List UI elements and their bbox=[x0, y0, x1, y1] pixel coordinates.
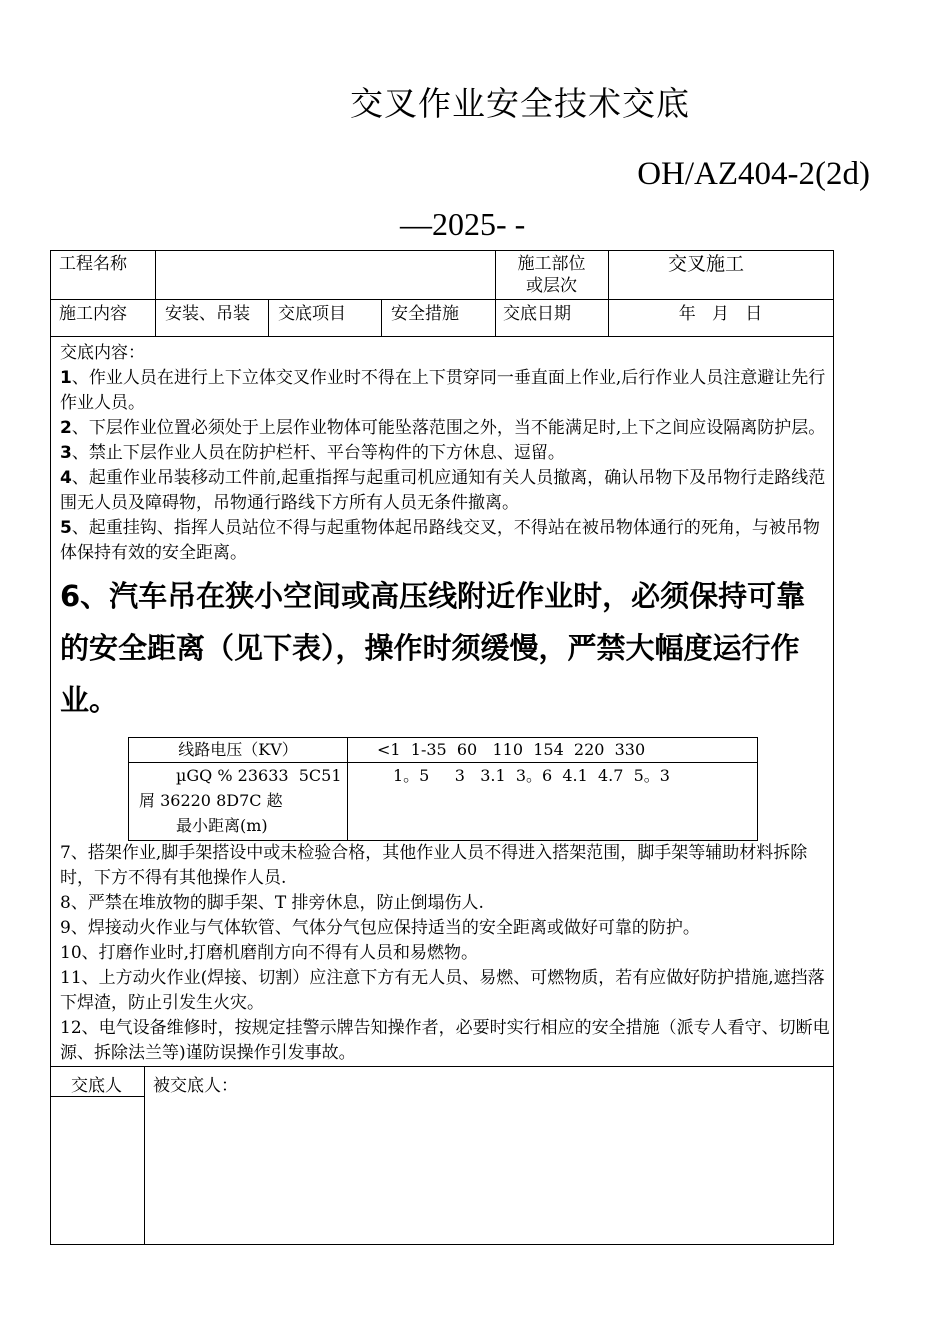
item-4 bbox=[60, 466, 830, 516]
item-3-text: 、禁止下层作业人员在防护栏杆、平台等构件的下方休息、逗留。 bbox=[71, 443, 565, 463]
content-value: 安装、吊装 bbox=[165, 304, 250, 324]
item-12: 12、电气设备维修时，按规定挂警示牌告知操作者，必要时实行相应的安全措施（派专人看守、切断电源、拆除法兰等)谨防误操作引发事故。 bbox=[60, 1018, 830, 1063]
document-title: 交叉作业安全技术交底 bbox=[350, 84, 690, 123]
discloser-label: 交底人 bbox=[71, 1076, 122, 1096]
date-value: 年 月 日 bbox=[678, 304, 763, 324]
project-name-label: 工程名称 bbox=[59, 254, 127, 274]
item-6: 6、汽车吊在狭小空间或高压线附近作业时，必须保持可靠的安全距离（见下表），操作时须缓慢，严禁大幅度运行作业。 bbox=[60, 579, 806, 717]
vtable-row-divider bbox=[129, 762, 757, 763]
header-divider-2 bbox=[51, 336, 833, 337]
item-label: 交底项目 bbox=[278, 304, 346, 324]
recipient-label: 被交底人： bbox=[153, 1076, 238, 1096]
document-code: OH/AZ404-2(2d) bbox=[637, 156, 870, 192]
header-vline-4 bbox=[268, 299, 269, 336]
distance-label-line2: 屑 36220 8D7C 趑 bbox=[139, 791, 283, 810]
item-2-num: 2 bbox=[60, 418, 72, 438]
disclosure-content bbox=[60, 341, 830, 726]
item-2-text: 、下层作业位置必须处于上层作业物体可能坠落范围之外，当不能满足时,上下之间应设隔离防护层。 bbox=[71, 418, 826, 438]
item-value: 安全措施 bbox=[391, 304, 459, 324]
content-label: 施工内容 bbox=[59, 304, 127, 324]
disclosure-content-continued bbox=[60, 841, 830, 1066]
item-3 bbox=[60, 441, 830, 466]
header-vline-1 bbox=[155, 251, 156, 336]
item-11: 11、上方动火作业(焊接、切割）应注意下方有无人员、易燃、可燃物质，若有应做好防护措施,遮挡落下焊渣，防止引发生火灾。 bbox=[60, 968, 825, 1013]
item-2 bbox=[60, 416, 830, 441]
header-divider-1 bbox=[51, 299, 833, 300]
signature-label-underline bbox=[51, 1096, 144, 1097]
signature-top-line bbox=[51, 1066, 833, 1067]
item-5-text: 、起重挂钩、指挥人员站位不得与起重物体起吊路线交叉，不得站在被吊物体通行的死角，与被吊物体保持有效的安全距离。 bbox=[60, 518, 820, 563]
item-5-num: 5 bbox=[60, 518, 72, 538]
item-7: 7、搭架作业,脚手架搭设中或未检验合格，其他作业人员不得进入搭架范围，脚手架等辅助材料拆除时，下方不得有其他操作人员. bbox=[60, 843, 808, 888]
item-8: 8、严禁在堆放物的脚手架、T 排旁休息，防止倒塌伤人. bbox=[60, 893, 484, 913]
signature-vline bbox=[144, 1066, 145, 1244]
distance-label-line1: µGQ % 23633 5C51 bbox=[176, 766, 342, 785]
content-intro: 交底内容： bbox=[60, 343, 145, 363]
item-1-num: 1 bbox=[60, 368, 72, 388]
item-4-text: 、起重作业吊装移动工件前,起重指挥与起重司机应通知有关人员撤离，确认吊物下及吊物行走路线范围无人员及障碍物，吊物通行路线下方所有人员无条件撤离。 bbox=[60, 468, 826, 513]
item-1 bbox=[60, 366, 830, 416]
item-9: 9、焊接动火作业与气体软管、气体分气包应保持适当的安全距离或做好可靠的防护。 bbox=[60, 918, 700, 938]
voltage-label: 线路电压（KV） bbox=[178, 740, 298, 759]
date-label: 交底日期 bbox=[503, 304, 571, 324]
location-label: 施工部位 或层次 bbox=[517, 254, 586, 296]
voltage-distance-table bbox=[128, 737, 758, 841]
document-year-line: —2025- - bbox=[400, 206, 526, 242]
distance-values: 1。5 3 3.1 3。6 4.1 4.7 5。3 bbox=[393, 766, 670, 785]
item-5 bbox=[60, 516, 830, 566]
disclosure-form bbox=[50, 250, 834, 1245]
item-4-num: 4 bbox=[60, 468, 72, 488]
distance-label-line3: 最小距离(m) bbox=[176, 816, 268, 835]
vtable-col-divider bbox=[347, 738, 348, 840]
item-1-text: 、作业人员在进行上下立体交叉作业时不得在上下贯穿同一垂直面上作业,后行作业人员注意避让先行作业人员。 bbox=[60, 368, 826, 413]
item-3-num: 3 bbox=[60, 443, 72, 463]
location-value: 交叉施工 bbox=[667, 253, 744, 275]
voltage-values: <1 1-35 60 110 154 220 330 bbox=[377, 740, 646, 759]
header-vline-5 bbox=[381, 299, 382, 336]
item-10: 10、打磨作业时,打磨机磨削方向不得有人员和易燃物。 bbox=[60, 943, 479, 963]
